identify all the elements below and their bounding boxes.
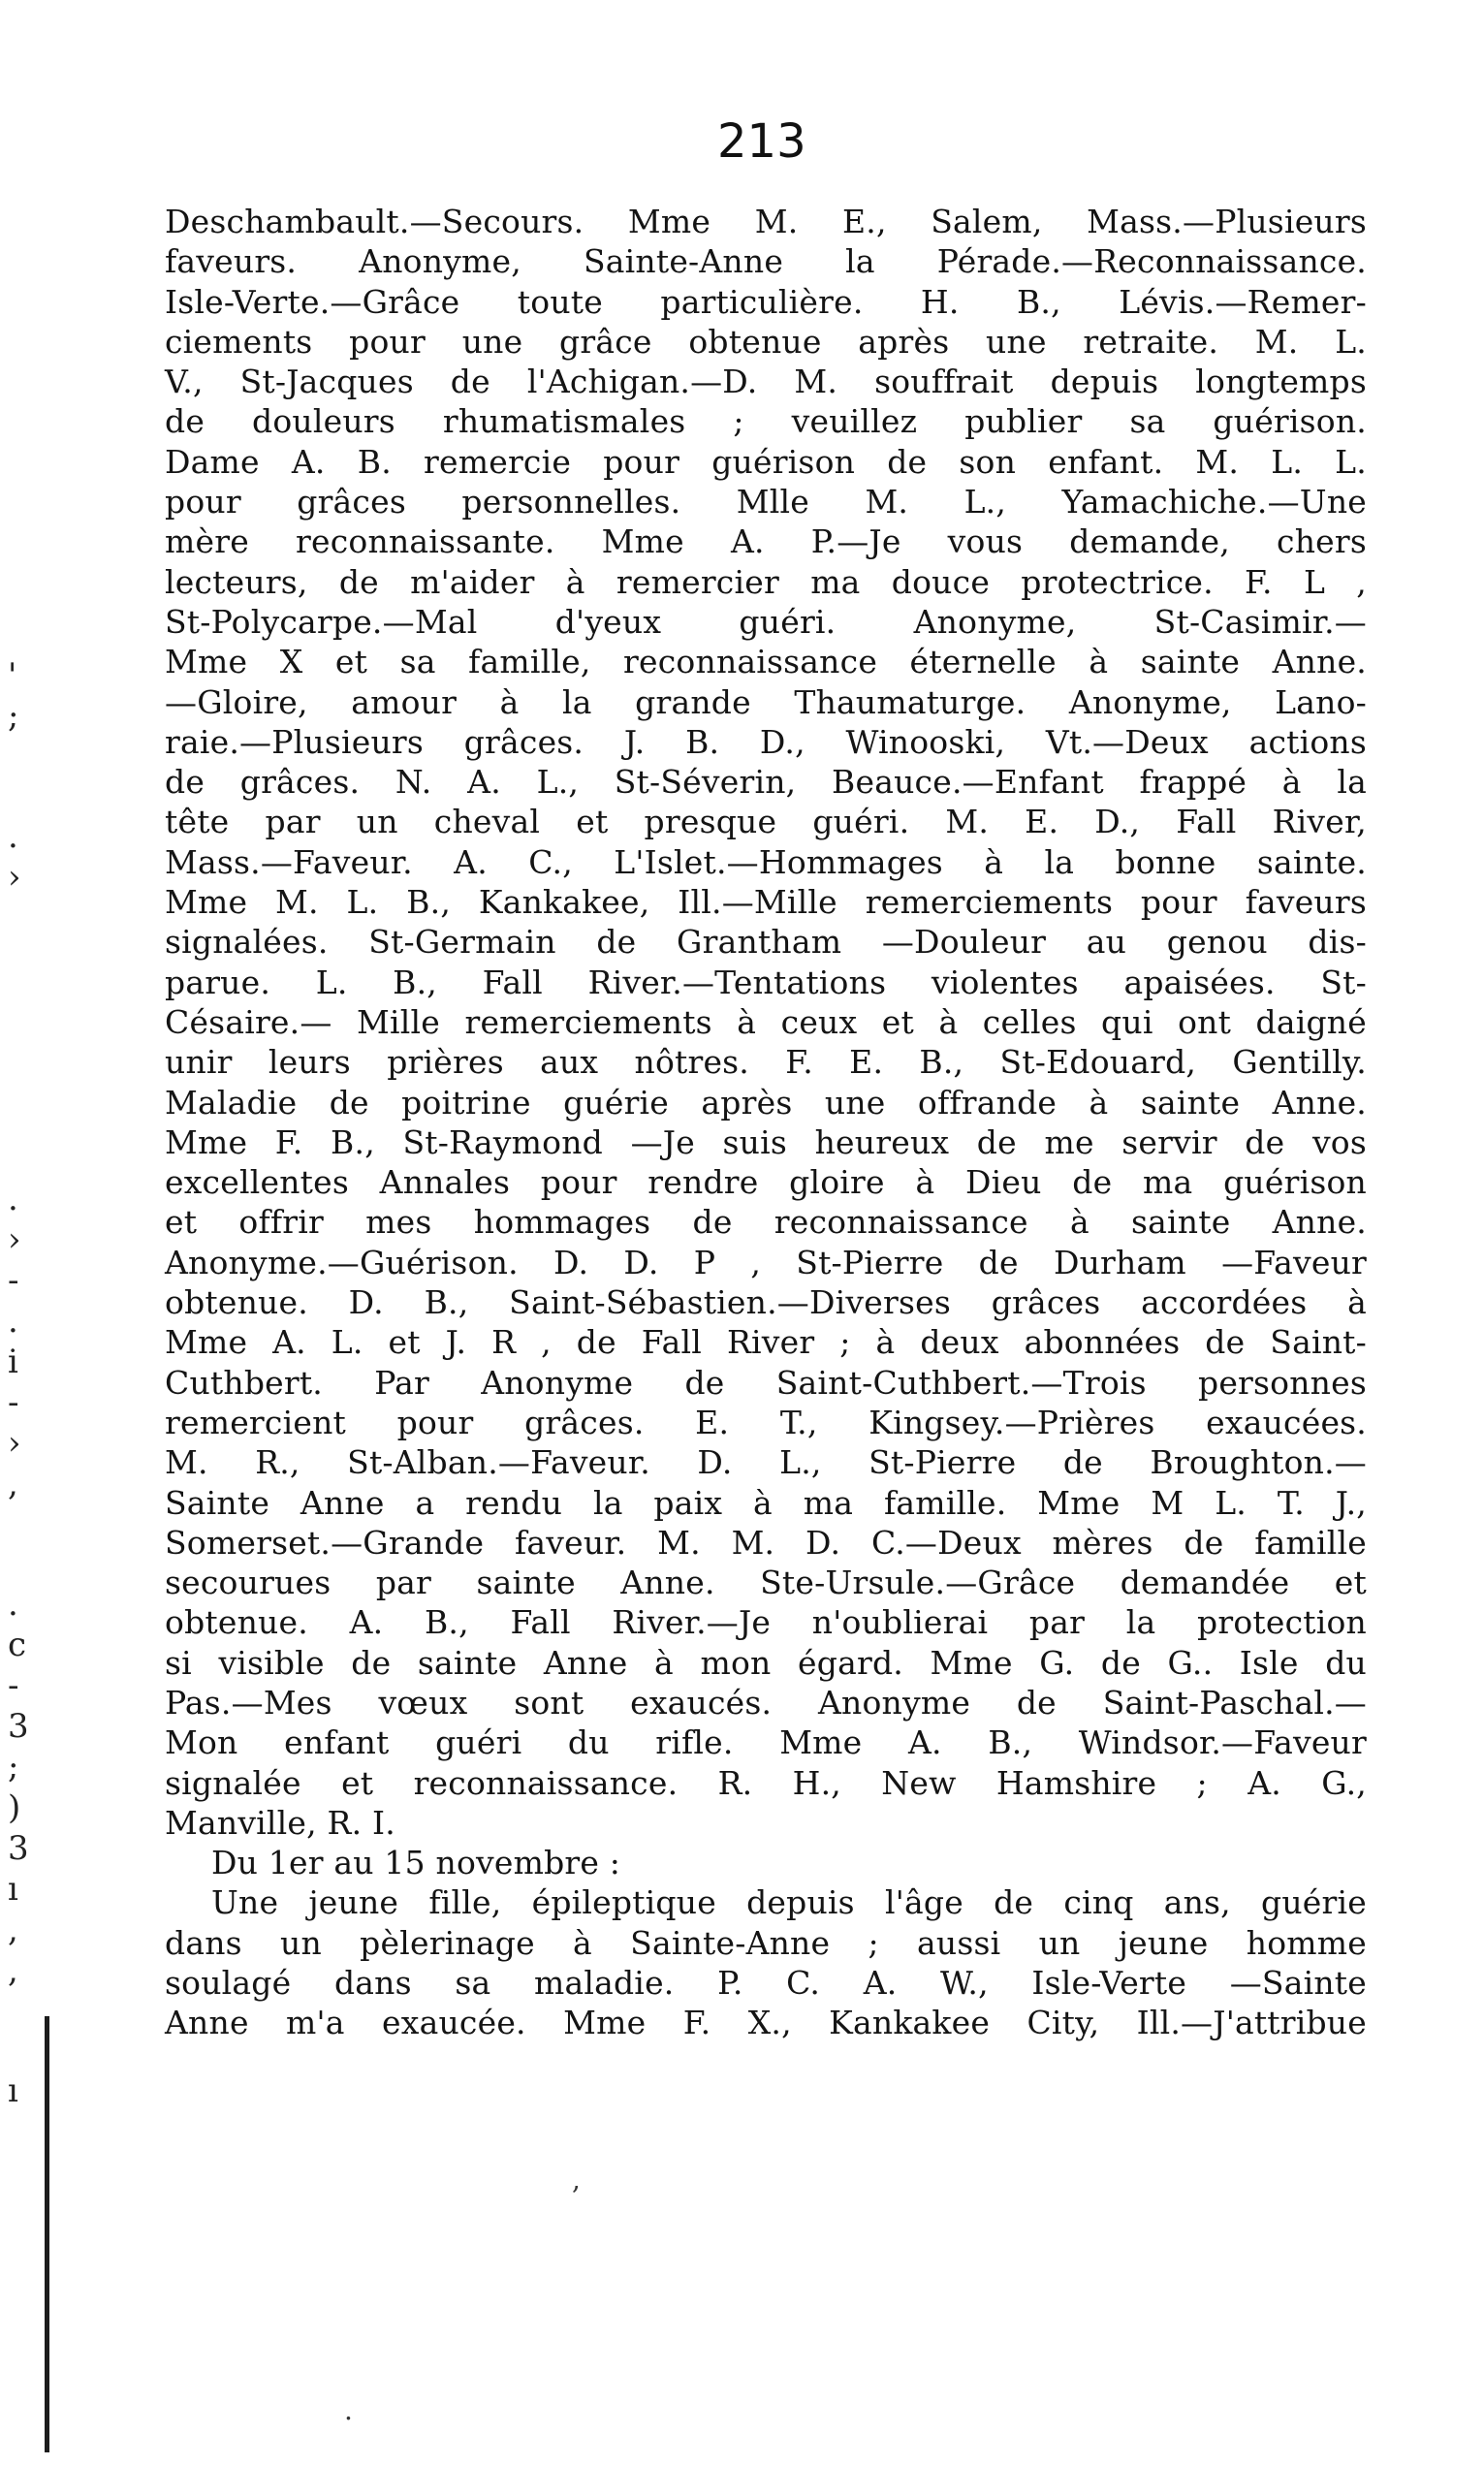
text-line: de grâces. N. A. L., St-Séverin, Beauce.—Enfant frappé à la	[165, 763, 1367, 802]
text-line: ciements pour une grâce obtenue après une retraite. M. L.	[165, 322, 1367, 361]
margin-mark: .	[8, 1585, 18, 1624]
text-line: Mon enfant guéri du rifle. Mme A. B., Windsor.—Faveur	[165, 1723, 1367, 1762]
text-line: excellentes Annales pour rendre gloire à Dieu de ma guérison	[165, 1163, 1367, 1202]
text-line: de douleurs rhumatismales ; veuillez publier sa guérison.	[165, 402, 1367, 441]
margin-mark: .	[8, 1180, 18, 1218]
text-line: raie.—Plusieurs grâces. J. B. D., Winooski, Vt.—Deux actions	[165, 722, 1367, 761]
text-line: obtenue. A. B., Fall River.—Je n'oublierai par la protection	[165, 1603, 1367, 1642]
text-line: mère reconnaissante. Mme A. P.—Je vous demande, chers	[165, 522, 1367, 561]
margin-mark: .	[8, 817, 18, 856]
text-line: remercient pour grâces. E. T., Kingsey.—Prières exaucées.	[165, 1403, 1367, 1441]
text-line: Cuthbert. Par Anonyme de Saint-Cuthbert.—Trois personnes	[165, 1363, 1367, 1402]
text-line: dans un pèlerinage à Sainte-Anne ; aussi un jeune homme	[165, 1923, 1367, 1962]
ink-speck: .	[344, 2394, 353, 2426]
text-line: Isle-Verte.—Grâce toute particulière. H. B., Lévis.—Remer-	[165, 282, 1367, 321]
margin-mark: ı	[8, 1870, 18, 1909]
text-line: Manville, R. I.	[165, 1803, 395, 1842]
text-line: Mme A. L. et J. R , de Fall River ; à deux abonnées de Saint-	[165, 1323, 1367, 1362]
margin-mark: ,	[8, 1951, 18, 1990]
text-line: Mme F. B., St-Raymond —Je suis heureux de me servir de vos	[165, 1122, 1367, 1161]
section-heading: Du 1er au 15 novembre :	[211, 1844, 621, 1882]
text-line: et offrir mes hommages de reconnaissance à sainte Anne.	[165, 1203, 1367, 1242]
text-line: Sainte Anne a rendu la paix à ma famille. Mme M L. T. J.,	[165, 1483, 1367, 1522]
margin-mark: ,	[8, 1465, 18, 1503]
margin-mark: i	[8, 1343, 18, 1381]
margin-mark: -	[8, 1383, 19, 1422]
text-line: signalées. St-Germain de Grantham —Douleur au genou dis-	[165, 923, 1367, 962]
text-line: —Gloire, amour à la grande Thaumaturge. Anonyme, Lano-	[165, 682, 1367, 721]
margin-mark: )	[8, 1788, 21, 1827]
text-line: Maladie de poitrine guérie après une offrande à sainte Anne.	[165, 1083, 1367, 1122]
text-line: obtenue. D. B., Saint-Sébastien.—Diverses grâces accordées à	[165, 1283, 1367, 1322]
margin-marks	[0, 0, 39, 2465]
margin-mark: ;	[8, 697, 19, 736]
margin-mark: ›	[8, 1220, 21, 1259]
margin-mark: ,	[8, 1911, 18, 1949]
text-line: soulagé dans sa maladie. P. C. A. W., Isle-Verte —Sainte	[165, 1964, 1367, 2003]
binding-edge	[45, 2016, 49, 2452]
text-line: pour grâces personnelles. Mlle M. L., Yamachiche.—Une	[165, 483, 1367, 521]
text-line: Mme X et sa famille, reconnaissance éternelle à sainte Anne.	[165, 643, 1367, 681]
text-line: unir leurs prières aux nôtres. F. E. B., St-Edouard, Gentilly.	[165, 1043, 1367, 1082]
text-line: faveurs. Anonyme, Sainte-Anne la Pérade.—Reconnaissance.	[165, 242, 1367, 281]
text-line: M. R., St-Alban.—Faveur. D. L., St-Pierre de Broughton.—	[165, 1443, 1367, 1482]
margin-mark: c	[8, 1626, 27, 1664]
text-line: Deschambault.—Secours. Mme M. E., Salem, Mass.—Plusieurs	[165, 203, 1367, 240]
margin-mark: ı	[8, 2071, 18, 2110]
text-line: secourues par sainte Anne. Ste-Ursule.—Grâce demandée et	[165, 1564, 1367, 1602]
margin-mark: '	[8, 656, 17, 695]
text-line: lecteurs, de m'aider à remercier ma douce protectrice. F. L ,	[165, 562, 1367, 601]
text-line: Mass.—Faveur. A. C., L'Islet.—Hommages à la bonne sainte.	[165, 842, 1367, 881]
body-text	[165, 202, 1367, 2043]
text-line: parue. L. B., Fall River.—Tentations violentes apaisées. St-	[165, 963, 1367, 1001]
text-line: Pas.—Mes vœux sont exaucés. Anonyme de Saint-Paschal.—	[165, 1683, 1367, 1722]
page-number: 213	[717, 114, 806, 169]
text-line: Une jeune fille, épileptique depuis l'âge de cinq ans, guérie	[211, 1883, 1367, 1922]
margin-mark: ›	[8, 1424, 21, 1463]
text-line: signalée et reconnaissance. R. H., New Hamshire ; A. G.,	[165, 1763, 1367, 1802]
text-line: tête par un cheval et presque guéri. M. E. D., Fall River,	[165, 803, 1367, 841]
margin-mark: .	[8, 1302, 18, 1341]
text-line: Anne m'a exaucée. Mme F. X., Kankakee City, Ill.—J'attribue	[165, 2004, 1367, 2042]
text-line: St-Polycarpe.—Mal d'yeux guéri. Anonyme, St-Casimir.—	[165, 602, 1367, 641]
margin-mark: -	[8, 1261, 19, 1300]
text-line: V., St-Jacques de l'Achigan.—D. M. souffrait depuis longtemps	[165, 363, 1367, 401]
margin-mark: 3	[8, 1707, 29, 1746]
ink-speck: ,	[572, 2164, 581, 2196]
text-line: Césaire.— Mille remerciements à ceux et à celles qui ont daigné	[165, 1002, 1367, 1041]
text-line: Dame A. B. remercie pour guérison de son enfant. M. L. L.	[165, 442, 1367, 481]
margin-mark: ›	[8, 858, 21, 897]
text-line: Somerset.—Grande faveur. M. M. D. C.—Deux mères de famille	[165, 1523, 1367, 1562]
text-line: Mme M. L. B., Kankakee, Ill.—Mille remerciements pour faveurs	[165, 883, 1367, 922]
margin-mark: -	[8, 1666, 19, 1705]
margin-mark: 3	[8, 1829, 29, 1868]
text-line: Anonyme.—Guérison. D. D. P , St-Pierre de Durham —Faveur	[165, 1243, 1367, 1281]
text-line: si visible de sainte Anne à mon égard. Mme G. de G.. Isle du	[165, 1643, 1367, 1682]
margin-mark: ;	[8, 1748, 19, 1786]
